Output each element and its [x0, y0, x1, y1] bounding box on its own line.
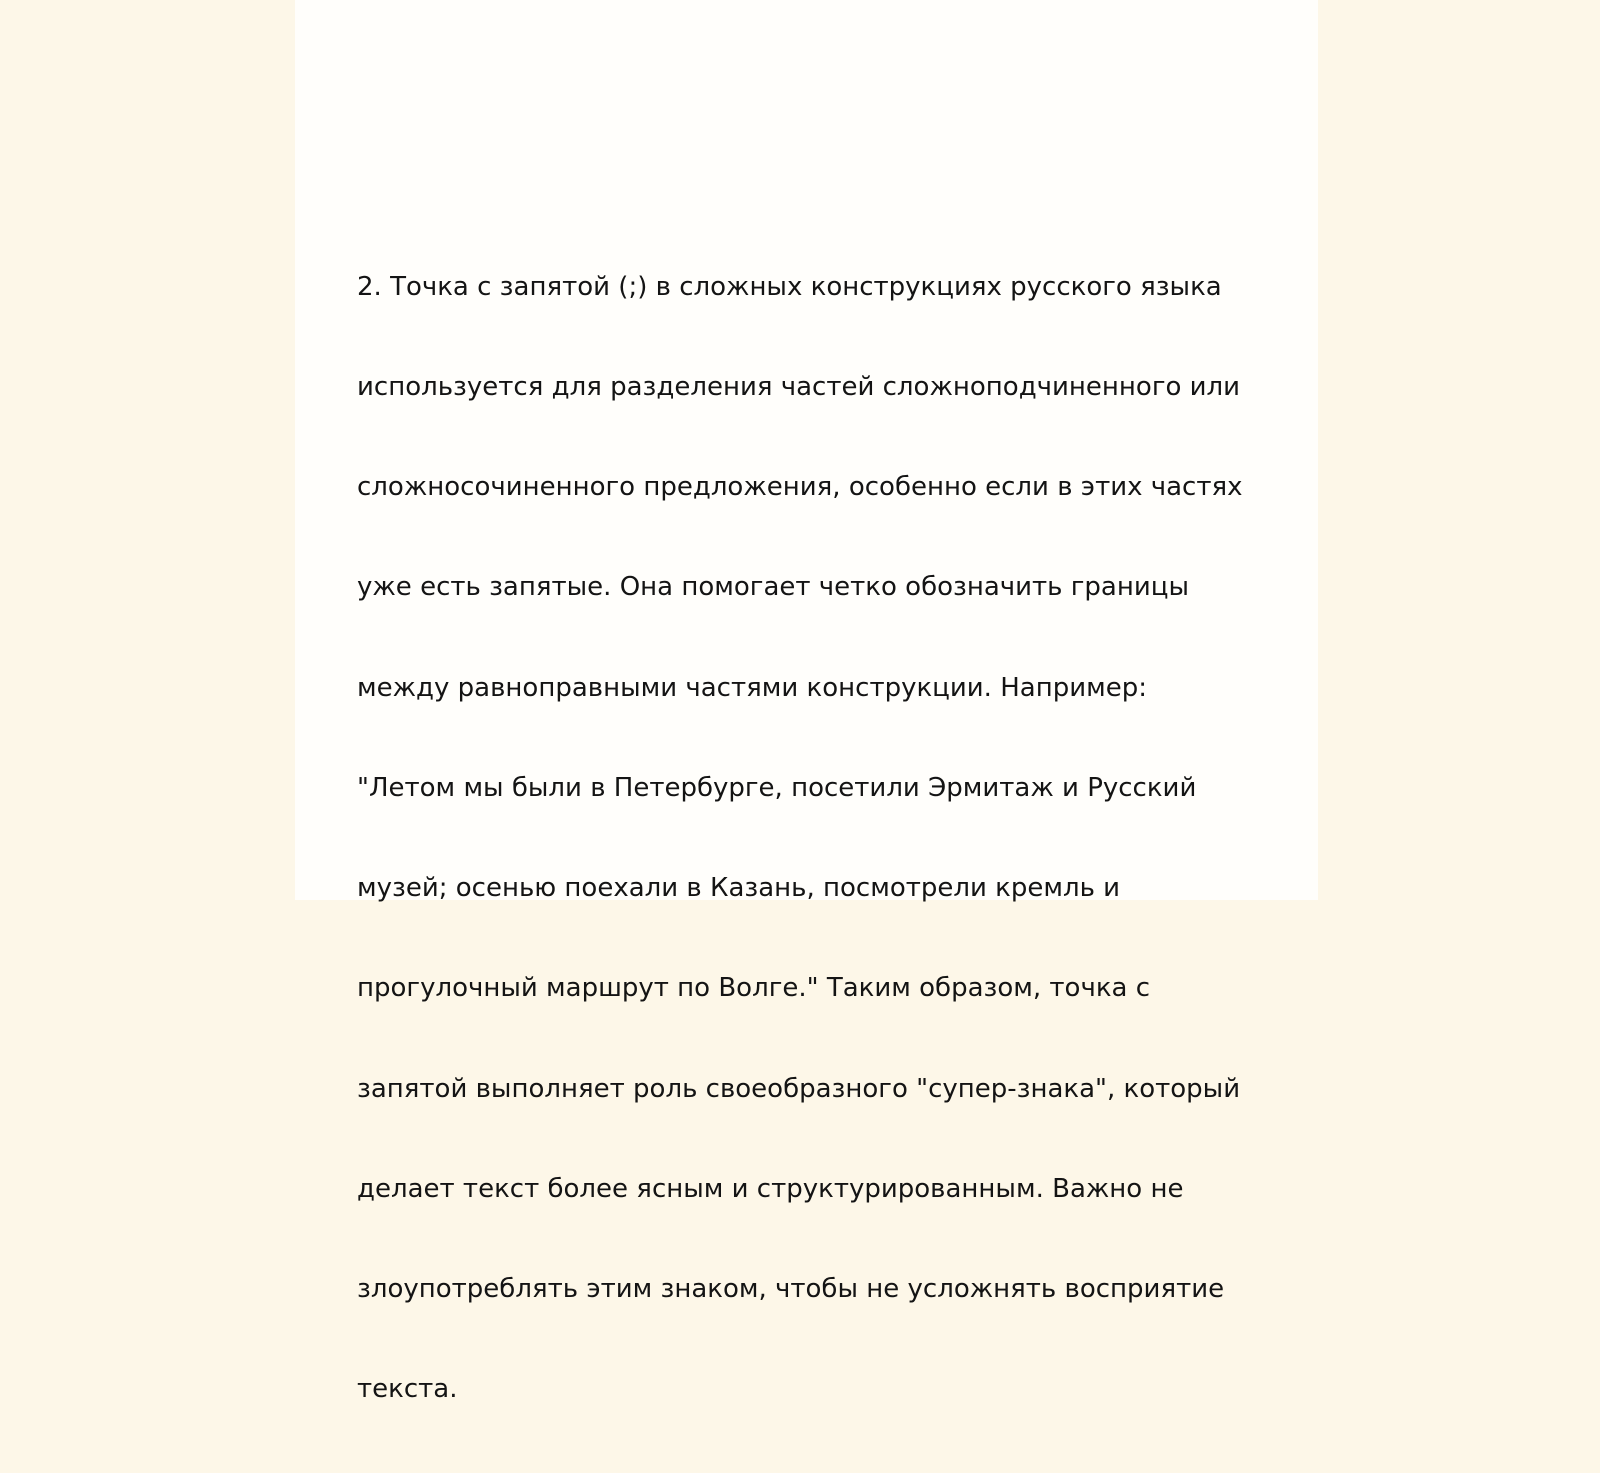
paragraph-line: сложносочиненного предложения, особенно если в этих частях: [357, 472, 1243, 503]
paragraph-line: делает текст более ясным и структурированным. Важно не: [357, 1173, 1184, 1204]
paragraph-line: "Летом мы были в Петербурге, посетили Эрмитаж и Русский: [357, 772, 1197, 803]
paragraph: [357, 204, 1257, 1473]
paragraph-line: между равноправными частями конструкции. Например:: [357, 672, 1147, 703]
paragraph-line: 2. Точка с запятой (;) в сложных конструкциях русского языка: [357, 271, 1222, 302]
document-page: [295, 0, 1318, 1405]
paragraph-line: прогулочный маршрут по Волге." Таким образом, точка с: [357, 973, 1151, 1004]
paragraph-line: текста.: [357, 1374, 458, 1405]
paragraph-line: музей; осенью поехали в Казань, посмотрели кремль и: [357, 873, 1121, 904]
paragraph-line: злоупотреблять этим знаком, чтобы не усложнять восприятие: [357, 1274, 1225, 1304]
paragraph-line: используется для разделения частей сложноподчиненного или: [357, 372, 1241, 403]
paragraph-line: запятой выполняет роль своеобразного "супер-знака", который: [357, 1073, 1241, 1104]
paragraph-line: уже есть запятые. Она помогает четко обозначить границы: [357, 572, 1189, 603]
